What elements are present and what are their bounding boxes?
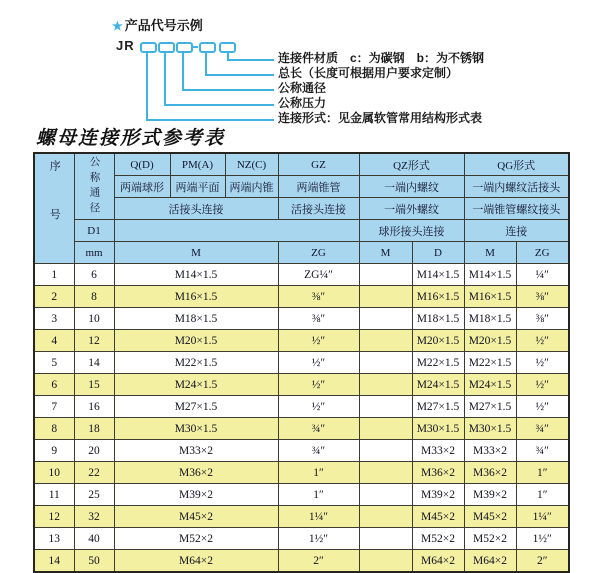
header-gz-conn: 活接头连接 — [278, 198, 359, 220]
connector-line — [164, 51, 166, 104]
connector-line — [205, 51, 207, 74]
cell-gz-zg: ⅜″ — [278, 286, 359, 308]
cell-union-m: M45×2 — [114, 506, 278, 528]
cell-qz-d: M39×2 — [412, 484, 464, 506]
header-qg-t1: M — [464, 242, 516, 264]
header-qz-code: QZ形式 — [359, 153, 464, 176]
header-nz-code: NZ(C) — [225, 153, 278, 176]
cell-seq: 13 — [34, 528, 74, 550]
cell-gz-zg: 1″ — [278, 462, 359, 484]
cell-union-m: M36×2 — [114, 462, 278, 484]
table-row — [34, 396, 569, 418]
cell-qz-m — [359, 352, 412, 374]
cell-dn-mm: 25 — [74, 484, 114, 506]
cell-union-m: M52×2 — [114, 528, 278, 550]
cell-qz-d: M20×1.5 — [412, 330, 464, 352]
cell-qg-zg: 2″ — [516, 550, 569, 573]
cell-seq: 6 — [34, 374, 74, 396]
callout-connection-form: 连接形式：见金属软管常用结构形式表 — [278, 111, 483, 125]
cell-qg-m: M36×2 — [464, 462, 516, 484]
code-dash — [191, 46, 198, 48]
cell-qg-m: M27×1.5 — [464, 396, 516, 418]
header-qz-t1: M — [359, 242, 412, 264]
cell-qg-zg: ¼″ — [516, 264, 569, 286]
cell-qz-m — [359, 484, 412, 506]
cell-gz-zg: ZG¼″ — [278, 264, 359, 286]
header-union-conn: 活接头连接 — [114, 198, 278, 220]
cell-qz-m — [359, 418, 412, 440]
cell-union-m: M14×1.5 — [114, 264, 278, 286]
cell-qg-zg: 1″ — [516, 462, 569, 484]
table-row — [34, 506, 569, 528]
cell-qg-zg: ⅜″ — [516, 308, 569, 330]
cell-qg-zg: ⅜″ — [516, 286, 569, 308]
callout-material: 连接件材质 c：为碳钢 b：为不锈钢 — [278, 51, 485, 65]
table-row — [34, 308, 569, 330]
header-qz-conn: 球形接头连接 — [359, 220, 464, 242]
cell-qz-d: M24×1.5 — [412, 374, 464, 396]
cell-gz-zg: 1½″ — [278, 528, 359, 550]
cell-qg-zg: ½″ — [516, 374, 569, 396]
table-row — [34, 374, 569, 396]
header-mm: mm — [74, 242, 114, 264]
cell-qg-zg: ½″ — [516, 352, 569, 374]
product-code-example-heading — [112, 15, 203, 34]
cell-qg-zg: 1¼″ — [516, 506, 569, 528]
cell-qg-zg: ½″ — [516, 330, 569, 352]
cell-qg-zg: 1″ — [516, 484, 569, 506]
cell-qz-d: M14×1.5 — [412, 264, 464, 286]
cell-union-m: M16×1.5 — [114, 286, 278, 308]
cell-seq: 1 — [34, 264, 74, 286]
table-row — [34, 440, 569, 462]
cell-seq: 7 — [34, 396, 74, 418]
cell-dn-mm: 10 — [74, 308, 114, 330]
connector-line — [146, 119, 274, 121]
header-q-ends: 两端球形 — [114, 176, 170, 198]
cell-qz-d: M52×2 — [412, 528, 464, 550]
cell-qg-m: M52×2 — [464, 528, 516, 550]
header-qz-t2: D — [412, 242, 464, 264]
cell-qg-zg: ¾″ — [516, 418, 569, 440]
cell-qz-m — [359, 550, 412, 573]
cell-union-m: M27×1.5 — [114, 396, 278, 418]
cell-qz-m — [359, 506, 412, 528]
nut-connection-table — [33, 152, 570, 573]
header-gz-code: GZ — [278, 153, 359, 176]
cell-qg-m: M45×2 — [464, 506, 516, 528]
cell-seq: 8 — [34, 418, 74, 440]
connector-line — [164, 104, 274, 106]
cell-qz-m — [359, 330, 412, 352]
code-box-2 — [158, 42, 175, 53]
cell-union-m: M39×2 — [114, 484, 278, 506]
table-row — [34, 352, 569, 374]
cell-seq: 5 — [34, 352, 74, 374]
cell-gz-zg: ¾″ — [278, 440, 359, 462]
cell-dn-mm: 50 — [74, 550, 114, 573]
cell-union-m: M64×2 — [114, 550, 278, 573]
cell-seq: 14 — [34, 550, 74, 573]
cell-qg-m: M18×1.5 — [464, 308, 516, 330]
cell-union-m: M20×1.5 — [114, 330, 278, 352]
header-pm-code: PM(A) — [170, 153, 225, 176]
connector-line — [227, 59, 274, 61]
cell-dn-mm: 18 — [74, 418, 114, 440]
header-d1: D1 — [74, 220, 114, 242]
cell-qz-d: M64×2 — [412, 550, 464, 573]
cell-gz-zg: 2″ — [278, 550, 359, 573]
cell-qg-m: M24×1.5 — [464, 374, 516, 396]
code-box-4 — [199, 42, 216, 53]
connector-line — [227, 51, 229, 59]
cell-gz-zg: ½″ — [278, 352, 359, 374]
cell-qg-m: M14×1.5 — [464, 264, 516, 286]
header-qg-end2: 一端锥管螺纹接头 — [464, 198, 569, 220]
cell-dn-mm: 12 — [74, 330, 114, 352]
code-box-1 — [140, 42, 157, 53]
table-row — [34, 286, 569, 308]
cell-dn-mm: 40 — [74, 528, 114, 550]
cell-dn-mm: 22 — [74, 462, 114, 484]
cell-union-m: M30×1.5 — [114, 418, 278, 440]
cell-dn-mm: 20 — [74, 440, 114, 462]
cell-qz-m — [359, 286, 412, 308]
cell-union-m: M18×1.5 — [114, 308, 278, 330]
cell-gz-zg: 1″ — [278, 484, 359, 506]
cell-seq: 10 — [34, 462, 74, 484]
cell-qg-m: M33×2 — [464, 440, 516, 462]
cell-qz-d: M30×1.5 — [412, 418, 464, 440]
table-row — [34, 528, 569, 550]
header-qz-end1: 一端内螺纹 — [359, 176, 464, 198]
cell-dn-mm: 16 — [74, 396, 114, 418]
cell-qz-d: M22×1.5 — [412, 352, 464, 374]
product-code-example-label: 产品代号示例 — [124, 18, 203, 33]
cell-seq: 3 — [34, 308, 74, 330]
cell-seq: 4 — [34, 330, 74, 352]
table-row — [34, 264, 569, 286]
cell-qg-m: M20×1.5 — [464, 330, 516, 352]
table-row — [34, 462, 569, 484]
header-qz-end2: 一端外螺纹 — [359, 198, 464, 220]
cell-union-m: M22×1.5 — [114, 352, 278, 374]
cell-qz-d: M18×1.5 — [412, 308, 464, 330]
header-spacer — [114, 220, 359, 242]
cell-qg-m: M39×2 — [464, 484, 516, 506]
header-q-code: Q(D) — [114, 153, 170, 176]
callout-nominal-pressure: 公称压力 — [278, 96, 327, 110]
cell-qz-d: M27×1.5 — [412, 396, 464, 418]
connector-line — [205, 74, 274, 76]
cell-qz-d: M45×2 — [412, 506, 464, 528]
cell-qz-m — [359, 396, 412, 418]
callout-total-length: 总长（长度可根据用户要求定制） — [278, 66, 459, 80]
table-row — [34, 418, 569, 440]
cell-dn-mm: 14 — [74, 352, 114, 374]
cell-dn-mm: 15 — [74, 374, 114, 396]
cell-gz-zg: ½″ — [278, 396, 359, 418]
table-row — [34, 550, 569, 573]
callout-nominal-diameter: 公称通径 — [278, 81, 327, 95]
cell-union-m: M24×1.5 — [114, 374, 278, 396]
header-union-thread: M — [114, 242, 278, 264]
connector-line — [146, 51, 148, 119]
cell-qz-m — [359, 528, 412, 550]
cell-gz-zg: ½″ — [278, 330, 359, 352]
cell-qz-m — [359, 308, 412, 330]
cell-gz-zg: 1¼″ — [278, 506, 359, 528]
header-qg-conn: 连接 — [464, 220, 569, 242]
cell-qg-zg: 1½″ — [516, 528, 569, 550]
cell-seq: 12 — [34, 506, 74, 528]
cell-qg-zg: ¾″ — [516, 440, 569, 462]
cell-qg-m: M64×2 — [464, 550, 516, 573]
cell-qg-zg: ½″ — [516, 396, 569, 418]
cell-dn-mm: 32 — [74, 506, 114, 528]
cell-qz-m — [359, 264, 412, 286]
table-title: 螺母连接形式参考表 — [36, 127, 226, 149]
cell-seq: 11 — [34, 484, 74, 506]
header-dn: 公称通径 — [74, 153, 114, 220]
cell-qz-m — [359, 440, 412, 462]
cell-gz-zg: ⅜″ — [278, 308, 359, 330]
cell-qg-m: M30×1.5 — [464, 418, 516, 440]
cell-qz-m — [359, 374, 412, 396]
cell-seq: 9 — [34, 440, 74, 462]
header-pm-ends: 两端平面 — [170, 176, 225, 198]
table-body — [34, 264, 569, 573]
cell-qz-m — [359, 462, 412, 484]
star-icon: ★ — [112, 19, 123, 33]
header-qg-t2: ZG — [516, 242, 569, 264]
cell-qz-d: M33×2 — [412, 440, 464, 462]
table-row — [34, 484, 569, 506]
header-nz-ends: 两端内锥 — [225, 176, 278, 198]
cell-union-m: M33×2 — [114, 440, 278, 462]
cell-seq: 2 — [34, 286, 74, 308]
header-seq: 序号 — [34, 153, 74, 264]
cell-qg-m: M22×1.5 — [464, 352, 516, 374]
connector-line — [182, 51, 184, 89]
header-qg-code: QG形式 — [464, 153, 569, 176]
connector-line — [182, 89, 274, 91]
cell-qz-d: M16×1.5 — [412, 286, 464, 308]
cell-qg-m: M16×1.5 — [464, 286, 516, 308]
header-gz-thread: ZG — [278, 242, 359, 264]
header-gz-ends: 两端锥管 — [278, 176, 359, 198]
cell-gz-zg: ½″ — [278, 374, 359, 396]
cell-dn-mm: 8 — [74, 286, 114, 308]
cell-dn-mm: 6 — [74, 264, 114, 286]
table-header — [34, 153, 569, 264]
cell-qz-d: M36×2 — [412, 462, 464, 484]
table-row — [34, 330, 569, 352]
cell-gz-zg: ¾″ — [278, 418, 359, 440]
header-qg-end1: 一端内螺纹活接头 — [464, 176, 569, 198]
product-code-prefix: JR — [116, 38, 135, 53]
